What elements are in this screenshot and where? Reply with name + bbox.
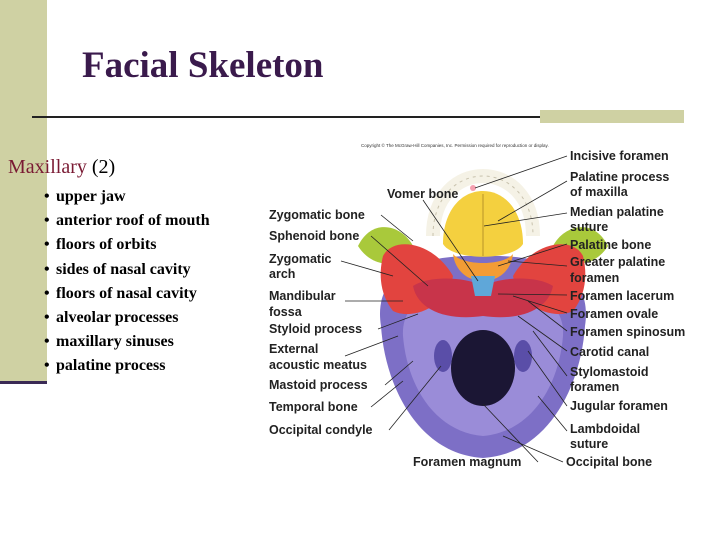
bullet-text: floors of orbits xyxy=(56,236,157,254)
bullet-item xyxy=(44,306,210,330)
bullet-dot-icon: • xyxy=(44,284,50,302)
label-zygomatic-arch-line2: arch xyxy=(269,267,296,281)
bullet-dot-icon: • xyxy=(44,212,50,230)
bullet-item xyxy=(44,330,210,354)
bullet-list xyxy=(44,185,210,379)
label-greater-palatine-foramen-line2: foramen xyxy=(570,271,620,285)
label-greater-palatine-foramen: Greater palatine xyxy=(570,255,666,269)
figure-copyright: Copyright © The McGraw-Hill Companies, Inc. Permission required for reproduction or display. xyxy=(361,143,549,148)
bullet-text: palatine process xyxy=(56,357,166,375)
label-sphenoid-bone: Sphenoid bone xyxy=(269,229,360,243)
label-lambdoidal-suture-line2: suture xyxy=(570,437,609,451)
left-occipital-condyle xyxy=(434,340,452,372)
bullet-text: upper jaw xyxy=(56,188,126,205)
bullet-dot-icon: • xyxy=(44,308,50,326)
label-median-palatine-suture: Median palatine xyxy=(570,205,664,219)
bullet-text: floors of nasal cavity xyxy=(56,284,197,302)
label-carotid-canal: Carotid canal xyxy=(570,345,650,359)
bullet-dot-icon: • xyxy=(44,260,50,278)
heading-count: (2) xyxy=(91,156,116,178)
label-incisive-foramen: Incisive foramen xyxy=(570,149,669,163)
bullet-item xyxy=(44,354,210,378)
vomer-bone-shape xyxy=(471,276,495,296)
label-external-acoustic-meatus: External xyxy=(269,342,319,356)
label-mandibular-fossa: Mandibular xyxy=(269,289,336,303)
label-mastoid-process: Mastoid process xyxy=(269,378,368,392)
label-palatine-bone: Palatine bone xyxy=(570,238,652,252)
bullet-text: anterior roof of mouth xyxy=(56,212,210,230)
label-zygomatic-bone: Zygomatic bone xyxy=(269,208,365,222)
bullet-text: alveolar processes xyxy=(56,308,179,326)
label-vomer-bone: Vomer bone xyxy=(387,187,459,201)
foramen-magnum-shape xyxy=(451,330,515,406)
label-foramen-lacerum: Foramen lacerum xyxy=(570,289,675,303)
label-jugular-foramen: Jugular foramen xyxy=(570,399,668,413)
bullet-item xyxy=(44,233,210,257)
bullet-item xyxy=(44,282,210,306)
label-foramen-spinosum: Foramen spinosum xyxy=(570,325,686,339)
bullet-item xyxy=(44,185,210,209)
right-occipital-condyle xyxy=(514,340,532,372)
bullet-dot-icon: • xyxy=(44,333,50,351)
bullet-dot-icon: • xyxy=(44,188,50,205)
skull-inferior-view-figure xyxy=(263,136,705,474)
divider-accent-box xyxy=(540,110,684,123)
label-lambdoidal-suture: Lambdoidal xyxy=(570,422,641,436)
bullet-dot-icon: • xyxy=(44,236,50,254)
label-mandibular-fossa-line2: fossa xyxy=(269,305,302,319)
label-stylomastoid-foramen: Stylomastoid xyxy=(570,365,649,379)
bullet-item xyxy=(44,258,210,282)
heading-bone-name: Maxillary xyxy=(8,156,87,178)
decorative-side-bar-underline xyxy=(0,381,47,384)
label-temporal-bone: Temporal bone xyxy=(269,400,358,414)
label-median-palatine-suture-line2: suture xyxy=(570,220,609,234)
label-foramen-ovale: Foramen ovale xyxy=(570,307,659,321)
label-palatine-process: Palatine process xyxy=(570,170,670,184)
label-stylomastoid-foramen-line2: foramen xyxy=(570,380,620,394)
label-zygomatic-arch: Zygomatic xyxy=(269,252,332,266)
decorative-side-bar xyxy=(0,0,47,383)
label-palatine-process-line2: of maxilla xyxy=(570,185,628,199)
label-foramen-magnum: Foramen magnum xyxy=(413,455,522,469)
section-heading xyxy=(8,156,115,179)
bullet-text: maxillary sinuses xyxy=(56,333,174,351)
label-styloid-process: Styloid process xyxy=(269,322,363,336)
bullet-text: sides of nasal cavity xyxy=(56,260,191,278)
label-occipital-condyle: Occipital condyle xyxy=(269,423,373,437)
slide-title: Facial Skeleton xyxy=(82,45,324,86)
label-occipital-bone: Occipital bone xyxy=(566,455,653,469)
bullet-dot-icon: • xyxy=(44,357,50,375)
bullet-item xyxy=(44,209,210,233)
label-external-acoustic-meatus-line2: acoustic meatus xyxy=(269,358,367,372)
